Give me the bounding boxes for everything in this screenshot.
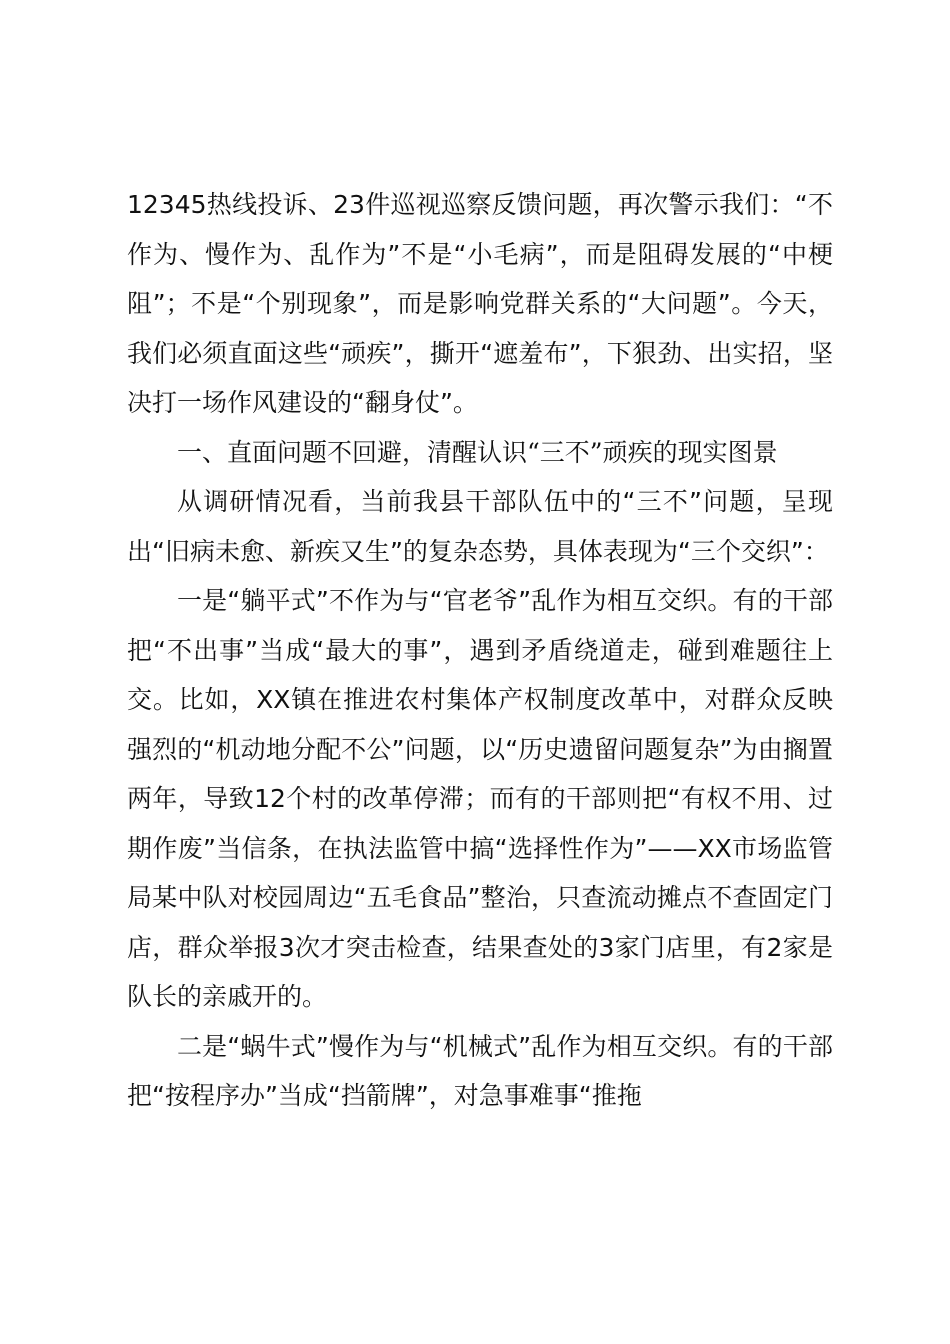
survey-paragraph: 从调研情况看，当前我县干部队伍中的“三不”问题，呈现出“旧病未愈、新疾又生”的复杂态势，具体表现为“三个交织”： [127, 487, 833, 566]
point-two-paragraph: 二是“蜗牛式”慢作为与“机械式”乱作为相互交织。有的干部把“按程序办”当成“挡箭牌”，对急事难事“推拖 [127, 1031, 833, 1110]
section-heading-1: 一、直面问题不回避，清醒认识“三不”顽疾的现实图景 [177, 437, 778, 467]
point-one-paragraph: 一是“躺平式”不作为与“官老爷”乱作为相互交织。有的干部把“不出事”当成“最大的事”，遇到矛盾绕道走，碰到难题往上交。比如，XX镇在推进农村集体产权制度改革中，对群众反映强烈的“机动地分配不公”问题，以“历史遗留问题复杂”为由搁置两年，导致12个村的改革停滞；而有的干部则把“有权不用、过期作废”当信条，在执法监管中搞“选择性作为”——XX市场监管局某中队对校园周边“五毛食品”整治，只查流动摊点不查固定门店，群众举报3次才突击检查，结果查处的3家门店里，有2家是队长的亲戚开的。 [127, 586, 833, 1011]
document-body [127, 180, 833, 1121]
intro-paragraph: 12345热线投诉、23件巡视巡察反馈问题，再次警示我们：“不作为、慢作为、乱作为”不是“小毛病”，而是阻碍发展的“中梗阻”；不是“个别现象”，而是影响党群关系的“大问题”。今天，我们必须直面这些“顽疾”，撕开“遮羞布”，下狠劲、出实招，坚决打一场作风建设的“翻身仗”。 [127, 190, 833, 417]
